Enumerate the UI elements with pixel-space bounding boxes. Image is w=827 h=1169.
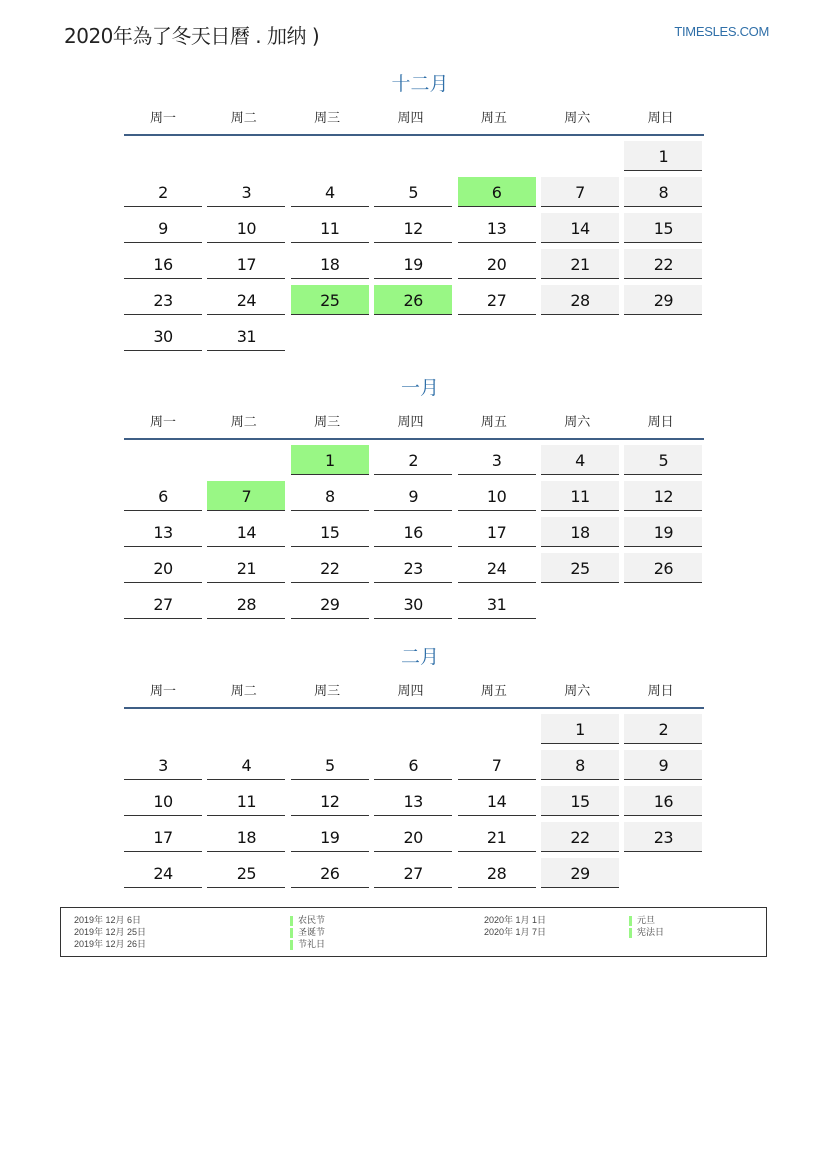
day-cell: 14 [458,786,536,816]
weekday-header [124,98,704,136]
day-cell: 23 [624,822,702,852]
day-cell: 20 [458,249,536,279]
day-cell: 18 [207,822,285,852]
day-cell: 1 [624,141,702,171]
weekday-label: 周五 [480,414,507,430]
legend-holiday-label: 圣诞节 [298,927,326,937]
day-cell: 31 [207,321,285,351]
day-cell: 22 [624,249,702,279]
day-cell: 4 [291,177,369,207]
weekday-label: 周五 [480,683,507,699]
day-cell: 22 [541,822,619,852]
day-cell: 17 [458,517,536,547]
day-cell: 3 [207,177,285,207]
day-cell: 9 [624,750,702,780]
day-cell: 8 [541,750,619,780]
day-cell: 5 [624,445,702,475]
holiday-color-swatch [290,940,293,950]
month-december [124,70,704,346]
day-cell: 9 [374,481,452,511]
day-cell: 27 [458,285,536,315]
weekday-label: 周日 [647,414,674,430]
day-cell: 5 [374,177,452,207]
day-cell: 29 [624,285,702,315]
day-cell: 6 [374,750,452,780]
day-cell: 3 [458,445,536,475]
day-cell: 26 [374,285,452,315]
month-january [124,374,704,614]
day-cell: 2 [624,714,702,744]
day-cell: 1 [541,714,619,744]
day-cell: 7 [207,481,285,511]
day-cell: 6 [458,177,536,207]
day-cell: 19 [291,822,369,852]
day-cell: 12 [374,213,452,243]
day-cell: 8 [291,481,369,511]
day-cell: 18 [541,517,619,547]
site-link[interactable]: TIMESLES.COM [674,24,769,39]
legend-holiday-label: 节礼日 [298,939,326,949]
day-cell: 16 [124,249,202,279]
weekday-label: 周一 [149,110,176,126]
day-cell: 19 [374,249,452,279]
day-cell: 13 [374,786,452,816]
legend-holiday-name [290,938,325,950]
day-cell: 21 [207,553,285,583]
weekday-label: 周五 [480,110,507,126]
weekday-label: 周二 [230,110,257,126]
day-cell: 13 [124,517,202,547]
legend-holiday-label: 宪法日 [637,927,665,937]
day-cell: 6 [124,481,202,511]
legend-holiday-name [290,926,325,938]
day-cell: 30 [124,321,202,351]
weekday-label: 周四 [397,110,424,126]
day-cell: 23 [124,285,202,315]
weekday-label: 周四 [397,414,424,430]
day-cell: 12 [291,786,369,816]
legend-date: 2020年 1月 7日 [484,927,547,937]
day-cell: 15 [541,786,619,816]
weekday-header [124,402,704,440]
day-cell: 13 [458,213,536,243]
day-cell: 17 [124,822,202,852]
day-cell: 11 [541,481,619,511]
day-cell: 1 [291,445,369,475]
day-cell: 31 [458,589,536,619]
day-cell: 28 [458,858,536,888]
month-title: 十二月 [391,73,449,95]
weekday-label: 周日 [647,110,674,126]
day-cell: 24 [458,553,536,583]
day-cell: 22 [291,553,369,583]
page-title: 2020年為了冬天日曆 . 加纳 ) [64,24,320,48]
holiday-color-swatch [629,928,632,938]
day-cell: 3 [124,750,202,780]
weekday-label: 周六 [564,683,591,699]
day-cell: 17 [207,249,285,279]
day-cell: 11 [291,213,369,243]
day-cell: 24 [207,285,285,315]
legend-date: 2019年 12月 25日 [74,927,147,937]
legend-date: 2020年 1月 1日 [484,915,547,925]
legend-holiday-name [290,914,325,926]
legend-holiday-name [629,914,655,926]
legend-date: 2019年 12月 6日 [74,915,142,925]
day-cell: 5 [291,750,369,780]
day-cell: 10 [207,213,285,243]
weekday-label: 周四 [397,683,424,699]
legend-holiday-name [629,926,664,938]
day-cell: 23 [374,553,452,583]
day-cell: 24 [124,858,202,888]
day-cell: 26 [291,858,369,888]
day-cell: 27 [374,858,452,888]
holiday-color-swatch [290,916,293,926]
month-february [124,643,704,883]
day-cell: 20 [124,553,202,583]
day-cell: 15 [291,517,369,547]
day-cell: 25 [207,858,285,888]
holiday-color-swatch [629,916,632,926]
day-cell: 10 [124,786,202,816]
weekday-label: 周二 [230,683,257,699]
day-cell: 30 [374,589,452,619]
holiday-color-swatch [290,928,293,938]
weekday-label: 周六 [564,414,591,430]
day-cell: 9 [124,213,202,243]
day-cell: 11 [207,786,285,816]
day-cell: 16 [374,517,452,547]
day-cell: 15 [624,213,702,243]
day-cell: 14 [207,517,285,547]
day-cell: 29 [291,589,369,619]
weekday-label: 周三 [314,414,341,430]
weekday-header [124,671,704,709]
day-cell: 27 [124,589,202,619]
weekday-label: 周三 [314,683,341,699]
day-cell: 16 [624,786,702,816]
day-cell: 7 [458,750,536,780]
day-cell: 19 [624,517,702,547]
day-cell: 28 [207,589,285,619]
day-cell: 25 [291,285,369,315]
weekday-label: 周六 [564,110,591,126]
legend-holiday-label: 农民节 [298,915,326,925]
weekday-label: 周一 [149,414,176,430]
day-cell: 4 [541,445,619,475]
day-cell: 20 [374,822,452,852]
day-cell: 8 [624,177,702,207]
month-title: 二月 [400,646,439,668]
day-cell: 29 [541,858,619,888]
day-cell: 21 [458,822,536,852]
legend-date: 2019年 12月 26日 [74,939,147,949]
day-cell: 18 [291,249,369,279]
day-cell: 2 [124,177,202,207]
weekday-label: 周一 [149,683,176,699]
day-cell: 7 [541,177,619,207]
day-cell: 28 [541,285,619,315]
day-cell: 21 [541,249,619,279]
day-cell: 2 [374,445,452,475]
day-cell: 26 [624,553,702,583]
holiday-legend [60,907,767,957]
month-title: 一月 [400,377,439,399]
day-cell: 14 [541,213,619,243]
day-cell: 12 [624,481,702,511]
weekday-label: 周三 [314,110,341,126]
day-cell: 10 [458,481,536,511]
day-cell: 4 [207,750,285,780]
weekday-label: 周日 [647,683,674,699]
weekday-label: 周二 [230,414,257,430]
legend-holiday-label: 元旦 [637,915,656,925]
day-cell: 25 [541,553,619,583]
